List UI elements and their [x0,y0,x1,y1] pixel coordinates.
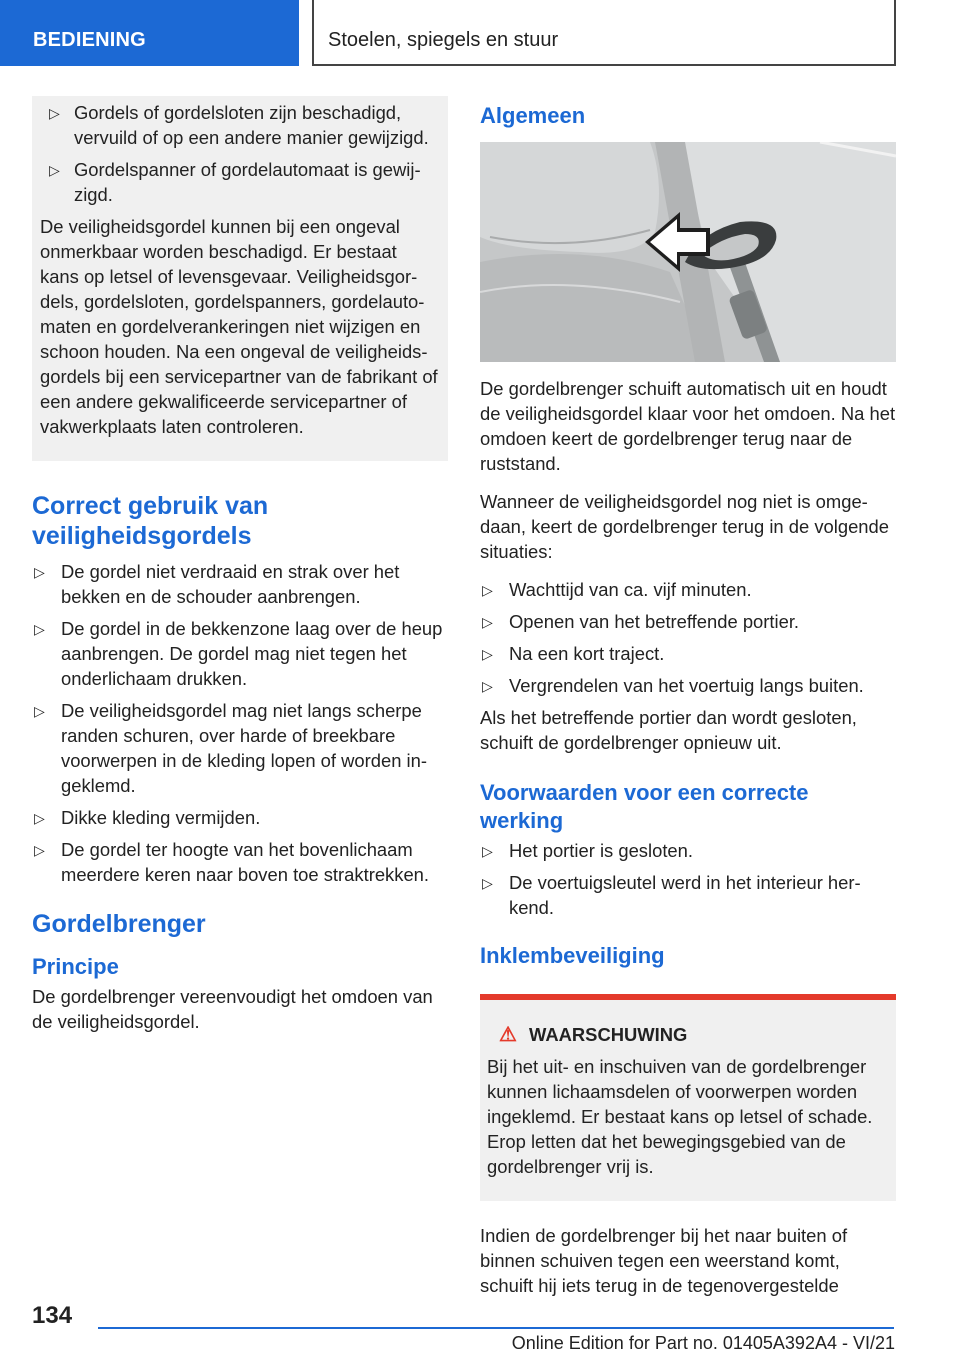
heading-correct-use: Correct gebruik van veiligheidsgordels [32,492,269,550]
heading-general: Algemeen [480,103,586,128]
list-item: ▷ Het portier is gesloten. [480,838,896,863]
triangle-bullet-icon: ▷ [482,678,493,694]
list-item: ▷ Openen van het betreffende portier. [480,609,896,634]
triangle-bullet-icon: ▷ [482,582,493,598]
section-tab: BEDIENING [0,0,299,66]
list-item: ▷ Na een kort traject. [480,641,896,666]
page-number: 134 [32,1302,73,1329]
triangle-bullet-icon: ▷ [482,646,493,662]
list-item: ▷ Gordels of gordelsloten zijn beschadigd, vervuild of op een andere manier gewijzigd. [49,102,429,148]
list-item: ▷ Vergrendelen van het voertuig langs buiten. [480,673,896,698]
list-item: ▷ Gordelspanner of gordelautomaat is gewijzigd. [49,159,421,205]
triangle-bullet-icon: ▷ [34,564,45,580]
heading-belt-feeder: Gordelbrenger [32,910,206,938]
footer-divider [98,1327,894,1329]
general-paragraph-1: De gordelbrenger schuift automatisch uit en houdt de veiligheidsgordel klaar voor het omdoen. Na het omdoen keert de gordelbrenger terug naar de ruststand. [480,378,896,474]
warning-title: ⚠ WAARSCHUWING [499,1024,688,1046]
list-item: ▷ De veiligheidsgordel mag niet langs scherpe randen schuren, over harde of breekbare voorwerpen in de kleding lopen of worden ingeklemd. [34,700,427,796]
triangle-bullet-icon: ▷ [482,843,493,859]
left-column [32,96,448,1047]
heading-principle: Principe [32,954,119,979]
triangle-bullet-icon: ▷ [49,105,60,121]
list-item: ▷ Wachttijd van ca. vijf minuten. [480,577,896,602]
info-paragraph: De veiligheidsgordel kunnen bij een ongeval onmerkbaar worden beschadigd. Er bestaat kans op letsel of levensgevaar. Veiligheidsgordels, gordelsloten, gordelspanners, gordelautomaten en gordelverankeringen niet wijzigen en schoon houden. Na een ongeval de veiligheidsgordels bij een servicepartner van de fabrikant of een andere gekwalificeerde servicepartner of vakwerkplaats laten controleren. [40,216,438,437]
list-item: ▷ De gordel niet verdraaid en strak over het bekken en de schouder aanbrengen. [34,561,400,607]
triangle-bullet-icon: ▷ [34,703,45,719]
triangle-bullet-icon: ▷ [49,162,60,178]
triangle-bullet-icon: ▷ [34,810,45,826]
warning-text: Bij het uit- en inschuiven van de gordelbrenger kunnen lichaamsdelen of voorwerpen worden ingeklemd. Er bestaat kans op letsel of schade. Erop letten dat het bewegingsgebied van de gordelbrenger vrij is. [487,1056,873,1177]
general-paragraph-2: Wanneer de veiligheidsgordel nog niet is omgedaan, keert de gordelbrenger terug in de volgende situaties: [480,491,889,562]
triangle-bullet-icon: ▷ [482,875,493,891]
list-item: ▷ De gordel in de bekkenzone laag over de heup aanbrengen. De gordel mag niet tegen het onderlichaam drukken. [34,618,443,689]
principle-text: De gordelbrenger vereenvoudigt het omdoen van de veiligheidsgordel. [32,986,433,1032]
warning-triangle-icon: ⚠ [499,1024,517,1046]
heading-conditions: Voorwaarden voor een correcte werking [480,780,809,833]
warning-box [480,994,896,1201]
right-column [480,96,896,1311]
triangle-bullet-icon: ▷ [482,614,493,630]
triangle-bullet-icon: ▷ [34,621,45,637]
chapter-title: Stoelen, spiegels en stuur [312,0,896,66]
edition-note: Online Edition for Part no. 01405A392A4 - VI/21 [511,1333,895,1353]
general-paragraph-3: Als het betreffende portier dan wordt gesloten, schuift de gordelbrenger opnieuw uit. [480,707,857,753]
list-item: ▷ De voertuigsleutel werd in het interieur herkend. [482,872,861,918]
belt-feeder-drawing [480,142,896,362]
final-paragraph: Indien de gordelbrenger bij het naar buiten of binnen schuiven tegen een weerstand komt, schuift hij iets terug in de tegenovergestelde [480,1225,848,1296]
info-box [32,96,448,461]
belt-feeder-illustration [480,142,896,362]
list-item: ▷ Dikke kleding vermijden. [32,805,448,830]
triangle-bullet-icon: ▷ [34,842,45,858]
heading-pinch-protection: Inklembeveiliging [480,943,665,968]
page-header [0,0,960,66]
list-item: ▷ De gordel ter hoogte van het bovenlichaam meerdere keren naar boven toe straktrekken. [34,839,430,885]
